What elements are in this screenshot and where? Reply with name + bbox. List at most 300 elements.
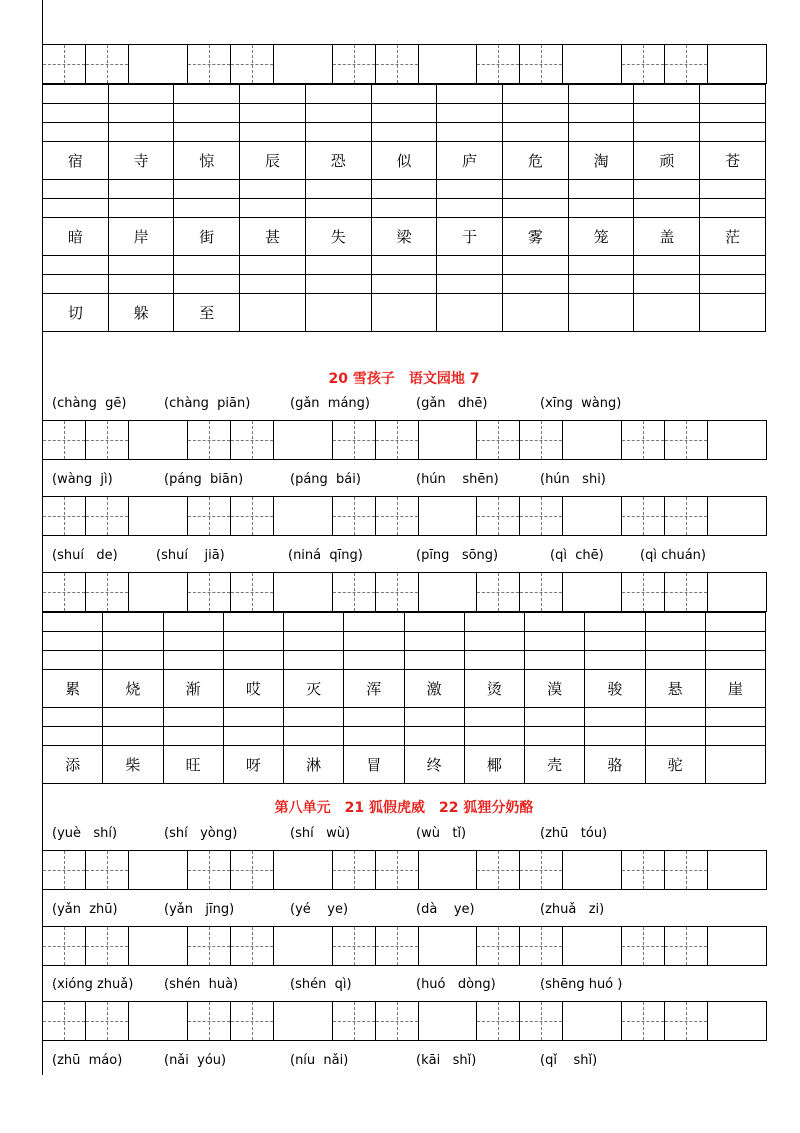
char-cell: 苍 <box>700 142 766 180</box>
pinyin-item: (shén huà) <box>164 977 239 992</box>
pinyin-item: (hún shēn) <box>416 472 499 487</box>
blank-cell <box>284 632 344 651</box>
char-cell <box>371 294 437 332</box>
blank-cell <box>705 727 765 746</box>
blank-cell <box>645 632 705 651</box>
tian-cell <box>230 926 274 966</box>
tian-cell <box>664 1001 708 1041</box>
blank-cell <box>108 123 174 142</box>
plain-cell <box>562 420 622 460</box>
tian-cell <box>621 1001 665 1041</box>
char-cell <box>705 746 765 784</box>
plain-cell <box>418 420 478 460</box>
blank-cell <box>437 104 503 123</box>
plain-cell <box>707 850 767 890</box>
blank-cell <box>371 180 437 199</box>
writing-grid-row <box>42 420 766 460</box>
tian-cell <box>476 1001 520 1041</box>
blank-cell <box>503 104 569 123</box>
tian-cell <box>230 44 274 84</box>
pinyin-item: (páng biān) <box>164 472 244 487</box>
pinyin-item: (xióng zhuǎ) <box>52 977 134 992</box>
blank-cell <box>174 104 240 123</box>
pinyin-item: (yǎn zhū) <box>52 902 118 917</box>
blank-cell <box>645 727 705 746</box>
blank-cell <box>634 180 700 199</box>
blank-cell <box>305 275 371 294</box>
tian-cell <box>332 850 376 890</box>
blank-cell <box>634 275 700 294</box>
blank-cell <box>371 199 437 218</box>
blank-cell <box>700 85 766 104</box>
plain-cell <box>128 572 188 612</box>
blank-cell <box>525 632 585 651</box>
pinyin-line <box>52 977 762 997</box>
blank-cell <box>705 651 765 670</box>
blank-cell <box>464 613 524 632</box>
char-cell: 旺 <box>163 746 223 784</box>
section-title-unit8: 第八单元 21 狐假虎威 22 狐狸分奶酪 <box>274 800 534 816</box>
blank-cell <box>371 275 437 294</box>
tian-cell <box>332 420 376 460</box>
pinyin-item: (wàng jì) <box>52 472 113 487</box>
blank-cell <box>568 85 634 104</box>
tian-cell <box>42 926 86 966</box>
tian-cell <box>42 850 86 890</box>
blank-cell <box>240 256 306 275</box>
blank-cell <box>223 613 283 632</box>
blank-cell <box>464 651 524 670</box>
tian-cell <box>375 496 419 536</box>
plain-cell <box>707 44 767 84</box>
blank-cell <box>585 727 645 746</box>
tian-cell <box>332 44 376 84</box>
char-cell: 激 <box>404 670 464 708</box>
blank-cell <box>240 275 306 294</box>
blank-cell <box>174 275 240 294</box>
char-cell <box>240 294 306 332</box>
tian-cell <box>42 496 86 536</box>
blank-cell <box>705 708 765 727</box>
character-table-2 <box>42 612 766 784</box>
plain-cell <box>418 850 478 890</box>
blank-cell <box>43 275 109 294</box>
blank-cell <box>645 708 705 727</box>
blank-cell <box>525 727 585 746</box>
blank-cell <box>503 180 569 199</box>
pinyin-item: (qì chē) <box>550 548 604 563</box>
blank-cell <box>103 708 163 727</box>
blank-cell <box>284 613 344 632</box>
blank-cell <box>525 651 585 670</box>
tian-cell <box>519 44 563 84</box>
blank-cell <box>404 651 464 670</box>
writing-grid-row <box>42 1001 766 1041</box>
pinyin-item: (kāi shǐ) <box>416 1053 477 1068</box>
char-cell: 雾 <box>503 218 569 256</box>
tian-cell <box>519 850 563 890</box>
char-cell: 骏 <box>585 670 645 708</box>
blank-cell <box>103 613 163 632</box>
character-table-1 <box>42 84 766 332</box>
char-cell: 烫 <box>464 670 524 708</box>
tian-cell <box>621 44 665 84</box>
blank-cell <box>305 123 371 142</box>
blank-cell <box>503 256 569 275</box>
blank-cell <box>43 708 103 727</box>
tian-cell <box>621 420 665 460</box>
blank-cell <box>284 708 344 727</box>
blank-cell <box>344 613 404 632</box>
pinyin-item: (páng bái) <box>290 472 361 487</box>
plain-cell <box>418 496 478 536</box>
pinyin-line <box>52 548 762 568</box>
plain-cell <box>128 420 188 460</box>
char-cell: 辰 <box>240 142 306 180</box>
blank-cell <box>404 632 464 651</box>
char-cell: 宿 <box>43 142 109 180</box>
pinyin-item: (shuí de) <box>52 548 118 563</box>
blank-cell <box>503 199 569 218</box>
pinyin-item: (niná qīng) <box>288 548 363 563</box>
tian-cell <box>230 850 274 890</box>
blank-cell <box>43 123 109 142</box>
blank-cell <box>223 651 283 670</box>
pinyin-item: (chàng piān) <box>164 396 251 411</box>
plain-cell <box>562 926 622 966</box>
tian-cell <box>519 926 563 966</box>
pinyin-line <box>52 826 762 846</box>
tian-cell <box>332 1001 376 1041</box>
writing-grid-row <box>42 926 766 966</box>
blank-cell <box>108 104 174 123</box>
tian-cell <box>375 420 419 460</box>
blank-cell <box>103 651 163 670</box>
tian-cell <box>476 572 520 612</box>
blank-cell <box>163 727 223 746</box>
blank-cell <box>43 104 109 123</box>
blank-cell <box>223 708 283 727</box>
blank-cell <box>700 104 766 123</box>
blank-cell <box>371 256 437 275</box>
blank-cell <box>700 123 766 142</box>
blank-cell <box>568 275 634 294</box>
pinyin-item: (shí wù) <box>290 826 351 841</box>
blank-cell <box>700 275 766 294</box>
pinyin-item: (hún shi) <box>540 472 606 487</box>
pinyin-item: (yǎn jīng) <box>164 902 235 917</box>
tian-cell <box>519 420 563 460</box>
blank-cell <box>108 85 174 104</box>
blank-cell <box>525 613 585 632</box>
tian-cell <box>621 926 665 966</box>
pinyin-item: (shēng huó ) <box>540 977 623 992</box>
plain-cell <box>707 496 767 536</box>
blank-cell <box>437 275 503 294</box>
blank-cell <box>503 123 569 142</box>
blank-cell <box>525 708 585 727</box>
char-cell: 切 <box>43 294 109 332</box>
char-cell: 驼 <box>645 746 705 784</box>
blank-cell <box>371 85 437 104</box>
tian-cell <box>85 420 129 460</box>
writing-grid-row <box>42 850 766 890</box>
tian-cell <box>187 850 231 890</box>
blank-cell <box>464 708 524 727</box>
tian-cell <box>230 572 274 612</box>
blank-cell <box>174 180 240 199</box>
pinyin-item: (qì chuán) <box>640 548 706 563</box>
plain-cell <box>273 926 333 966</box>
char-cell: 失 <box>305 218 371 256</box>
pinyin-item: (yé ye) <box>290 902 349 917</box>
blank-cell <box>371 123 437 142</box>
blank-cell <box>305 85 371 104</box>
char-cell: 添 <box>43 746 103 784</box>
tian-cell <box>85 926 129 966</box>
tian-cell <box>187 1001 231 1041</box>
blank-cell <box>568 180 634 199</box>
tian-cell <box>332 496 376 536</box>
pinyin-item: (gǎn dhē) <box>416 396 488 411</box>
char-cell: 崖 <box>705 670 765 708</box>
tian-cell <box>187 44 231 84</box>
plain-cell <box>273 44 333 84</box>
writing-grid-row <box>42 44 766 84</box>
blank-cell <box>305 256 371 275</box>
char-cell: 危 <box>503 142 569 180</box>
char-cell: 椰 <box>464 746 524 784</box>
tian-cell <box>375 1001 419 1041</box>
blank-cell <box>568 256 634 275</box>
pinyin-item: (wù tǐ) <box>416 826 467 841</box>
blank-cell <box>163 651 223 670</box>
tian-cell <box>187 572 231 612</box>
blank-cell <box>568 199 634 218</box>
blank-cell <box>344 708 404 727</box>
blank-cell <box>404 708 464 727</box>
blank-cell <box>240 104 306 123</box>
blank-cell <box>700 180 766 199</box>
plain-cell <box>562 1001 622 1041</box>
pinyin-item: (zhū tóu) <box>540 826 608 841</box>
plain-cell <box>562 496 622 536</box>
tian-cell <box>85 572 129 612</box>
char-cell: 烧 <box>103 670 163 708</box>
tian-cell <box>42 420 86 460</box>
blank-cell <box>634 85 700 104</box>
blank-cell <box>645 651 705 670</box>
plain-cell <box>707 420 767 460</box>
tian-cell <box>621 496 665 536</box>
blank-cell <box>108 275 174 294</box>
tian-cell <box>187 420 231 460</box>
tian-cell <box>187 496 231 536</box>
pinyin-item: (qǐ shǐ) <box>540 1053 598 1068</box>
blank-cell <box>585 632 645 651</box>
plain-cell <box>562 44 622 84</box>
char-cell <box>305 294 371 332</box>
char-cell: 于 <box>437 218 503 256</box>
blank-cell <box>43 651 103 670</box>
pinyin-line <box>52 472 762 492</box>
plain-cell <box>418 926 478 966</box>
tian-cell <box>664 44 708 84</box>
blank-cell <box>437 85 503 104</box>
blank-cell <box>43 256 109 275</box>
tian-cell <box>664 572 708 612</box>
char-cell: 壳 <box>525 746 585 784</box>
char-cell: 淘 <box>568 142 634 180</box>
tian-cell <box>42 1001 86 1041</box>
blank-cell <box>705 632 765 651</box>
plain-cell <box>418 572 478 612</box>
tian-cell <box>85 44 129 84</box>
char-cell: 淋 <box>284 746 344 784</box>
pinyin-item: (shí yòng) <box>164 826 238 841</box>
char-cell: 岸 <box>108 218 174 256</box>
tian-cell <box>476 496 520 536</box>
tian-cell <box>476 44 520 84</box>
tian-cell <box>230 420 274 460</box>
tian-cell <box>519 572 563 612</box>
blank-cell <box>464 727 524 746</box>
char-cell: 骆 <box>585 746 645 784</box>
pinyin-item: (xīng wàng) <box>540 396 622 411</box>
tian-cell <box>375 850 419 890</box>
char-cell: 灭 <box>284 670 344 708</box>
plain-cell <box>128 44 188 84</box>
tian-cell <box>476 420 520 460</box>
blank-cell <box>43 613 103 632</box>
tian-cell <box>187 926 231 966</box>
plain-cell <box>128 926 188 966</box>
blank-cell <box>284 727 344 746</box>
char-cell: 街 <box>174 218 240 256</box>
tian-cell <box>664 850 708 890</box>
blank-cell <box>634 123 700 142</box>
blank-cell <box>240 123 306 142</box>
blank-cell <box>437 180 503 199</box>
blank-cell <box>174 123 240 142</box>
blank-cell <box>503 85 569 104</box>
blank-cell <box>645 613 705 632</box>
pinyin-item: (huó dòng) <box>416 977 496 992</box>
blank-cell <box>108 180 174 199</box>
char-cell: 漠 <box>525 670 585 708</box>
blank-cell <box>705 613 765 632</box>
tian-cell <box>476 850 520 890</box>
tian-cell <box>85 1001 129 1041</box>
plain-cell <box>707 926 767 966</box>
pinyin-item: (zhuǎ zi) <box>540 902 605 917</box>
tian-cell <box>476 926 520 966</box>
blank-cell <box>585 613 645 632</box>
pinyin-item: (shuí jiā) <box>156 548 225 563</box>
pinyin-line <box>52 1053 762 1073</box>
pinyin-line <box>52 902 762 922</box>
tian-cell <box>519 496 563 536</box>
char-cell: 暗 <box>43 218 109 256</box>
plain-cell <box>707 1001 767 1041</box>
char-cell: 笼 <box>568 218 634 256</box>
blank-cell <box>437 256 503 275</box>
blank-cell <box>223 727 283 746</box>
char-cell <box>700 294 766 332</box>
pinyin-item: (yuè shí) <box>52 826 118 841</box>
blank-cell <box>174 85 240 104</box>
blank-cell <box>163 708 223 727</box>
blank-cell <box>305 199 371 218</box>
plain-cell <box>128 1001 188 1041</box>
blank-cell <box>108 199 174 218</box>
tian-cell <box>42 572 86 612</box>
char-cell: 恐 <box>305 142 371 180</box>
blank-cell <box>585 708 645 727</box>
char-cell: 柴 <box>103 746 163 784</box>
blank-cell <box>174 199 240 218</box>
tian-cell <box>375 572 419 612</box>
blank-cell <box>464 632 524 651</box>
char-cell <box>634 294 700 332</box>
pinyin-item: (níu nǎi) <box>290 1053 349 1068</box>
plain-cell <box>273 572 333 612</box>
char-cell: 庐 <box>437 142 503 180</box>
plain-cell <box>128 496 188 536</box>
plain-cell <box>273 850 333 890</box>
blank-cell <box>634 199 700 218</box>
pinyin-item: (chàng gē) <box>52 396 127 411</box>
blank-cell <box>103 632 163 651</box>
char-cell: 盖 <box>634 218 700 256</box>
blank-cell <box>174 256 240 275</box>
plain-cell <box>273 420 333 460</box>
writing-grid-row <box>42 496 766 536</box>
char-cell <box>568 294 634 332</box>
tian-cell <box>621 572 665 612</box>
tian-cell <box>332 926 376 966</box>
blank-cell <box>163 613 223 632</box>
blank-cell <box>108 256 174 275</box>
blank-cell <box>568 104 634 123</box>
char-cell: 梁 <box>371 218 437 256</box>
char-cell: 寺 <box>108 142 174 180</box>
plain-cell <box>273 496 333 536</box>
blank-cell <box>634 104 700 123</box>
pinyin-item: (nǎi yóu) <box>164 1053 227 1068</box>
tian-cell <box>42 44 86 84</box>
tian-cell <box>375 44 419 84</box>
char-cell: 顽 <box>634 142 700 180</box>
tian-cell <box>230 1001 274 1041</box>
char-cell: 茫 <box>700 218 766 256</box>
pinyin-item: (dà ye) <box>416 902 475 917</box>
char-cell: 悬 <box>645 670 705 708</box>
pinyin-item: (gǎn máng) <box>290 396 370 411</box>
tian-cell <box>664 496 708 536</box>
char-cell: 渐 <box>163 670 223 708</box>
char-cell: 至 <box>174 294 240 332</box>
blank-cell <box>344 632 404 651</box>
blank-cell <box>43 85 109 104</box>
char-cell: 躲 <box>108 294 174 332</box>
blank-cell <box>240 85 306 104</box>
tian-cell <box>519 1001 563 1041</box>
plain-cell <box>128 850 188 890</box>
blank-cell <box>43 199 109 218</box>
blank-cell <box>284 651 344 670</box>
tian-cell <box>664 926 708 966</box>
